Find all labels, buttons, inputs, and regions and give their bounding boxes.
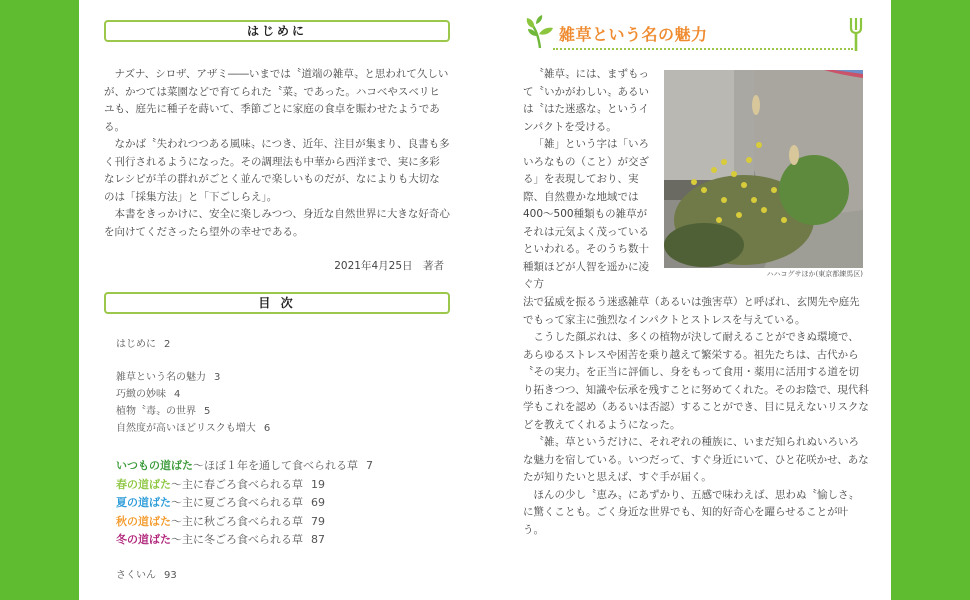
body-paragraph: 〝雑〟草というだけに、それぞれの種族に、いまだ知られぬいろいろな魅力を宿している。いつだって、すぐ身近にいて、ひと花咲かせ、あなたが知りたいと思えば、すぐ手が届く。 <box>523 436 869 483</box>
toc-entry-index[interactable]: さくいん 93 <box>116 569 177 581</box>
intro-paragraph: なかば〝失われつつある風味〟につき、近年、注目が集まり、良書も多く刊行されるようになった。その調理法も中華から西洋まで、実に多彩なレシピが羊の群れがごとく並んで楽しいものだが、なによりも大切なのは「採集方法」と「下ごしらえ」。 <box>104 138 450 203</box>
intro-heading: はじめに <box>104 20 450 42</box>
book-spread <box>79 0 891 600</box>
toc-entry[interactable]: 自然度が高いほどリスクも増大 6 <box>116 423 271 434</box>
right-page <box>485 0 891 600</box>
chapter-title: 雑草という名の魅力 <box>559 25 708 44</box>
toc-entry[interactable]: 植物〝毒〟の世界 5 <box>116 406 211 417</box>
intro-paragraph: ナズナ、シロザ、アザミ――いまでは〝道端の雑草〟と思われて久しいが、かつては菜園などで育てられた〝菜〟であった。ハコベやスベリヒユも、庭先に種子を蒔いて、季節ごとに家庭の食卓を賑わせたようである。 <box>104 68 449 133</box>
body-paragraph: こうした顔ぶれは、多くの植物が決して耐えることができぬ環境で、あらゆるストレスや困苦を乗り越えて繁栄する。祖先たちは、古代から〝その実力〟を正当に評価し、身をもって食用・薬用に活用する道を切り拓きつつ、知識や伝承を残すことに努めてくれた。そのお陰で、現代科学もこれを認め（あるいは否認）することができ、目に見えないリスクなどを教えてくれるようになった。 <box>523 331 869 431</box>
toc-season-winter[interactable]: 冬の道ばた〜主に冬ごろ食べられる草 87 <box>116 533 325 546</box>
toc-season-summer[interactable]: 夏の道ばた〜主に夏ごろ食べられる草 69 <box>116 496 325 509</box>
intro-paragraph: 本書をきっかけに、安全に楽しみつつ、身近な自然世界に大きな好奇心を向けてくださったら望外の幸せである。 <box>104 208 450 238</box>
fork-icon <box>849 16 863 52</box>
column-text <box>523 66 655 294</box>
toc-entry[interactable]: 雑草という名の魅力 3 <box>116 372 221 383</box>
full-width-text <box>523 294 869 539</box>
leaf-sprout-icon <box>525 14 555 50</box>
left-page <box>79 0 485 600</box>
photo-illustration <box>664 70 863 268</box>
body-paragraph: 「雑」という字は「いろいろなもの（こと）が交ざる」を表現しており、実際、自然豊かな地域では400〜500種類もの雑草がそれは元気よく茂っているといわれる。そのうち数十種類ほどが人智を遥かに凌ぐ方 <box>523 138 649 290</box>
toc-heading: 目 次 <box>104 292 450 314</box>
body-paragraph: 〝雑草〟には、まずもって〝いかがわしい〟あるいは〝はた迷惑な〟というインパクトを受ける。 <box>523 68 649 133</box>
chapter-header <box>525 14 865 54</box>
toc-season-all-year[interactable]: いつもの道ばた〜ほぼ１年を通して食べられる草 7 <box>116 459 373 472</box>
weed-photo <box>664 70 863 268</box>
body-paragraph: ほんの少し〝恵み〟にあずかり、五感で味わえば、思わぬ〝愉しさ〟に驚くことも。ごく身近な世界でも、知的好奇心を躍らせることが叶う。 <box>523 488 859 536</box>
photo-caption: ハハコグサほか(東京都練馬区) <box>766 270 863 278</box>
table-of-contents <box>116 336 456 584</box>
toc-entry[interactable]: 巧緻の妙味 4 <box>116 389 181 400</box>
toc-season-spring[interactable]: 春の道ばた〜主に春ごろ食べられる草 19 <box>116 477 325 491</box>
body-paragraph: 法で猛威を振るう迷惑雑草（あるいは強害草）と呼ばれ、玄関先や庭先でもって家主に強烈なインパクトとストレスを与えている。 <box>523 296 860 326</box>
toc-entry-intro[interactable]: はじめに 2 <box>116 339 171 350</box>
signature: 2021年4月25日 著者 <box>334 260 444 272</box>
dotted-rule <box>553 48 853 50</box>
toc-season-autumn[interactable]: 秋の道ばた〜主に秋ごろ食べられる草 79 <box>116 514 325 528</box>
intro-text <box>104 66 450 241</box>
